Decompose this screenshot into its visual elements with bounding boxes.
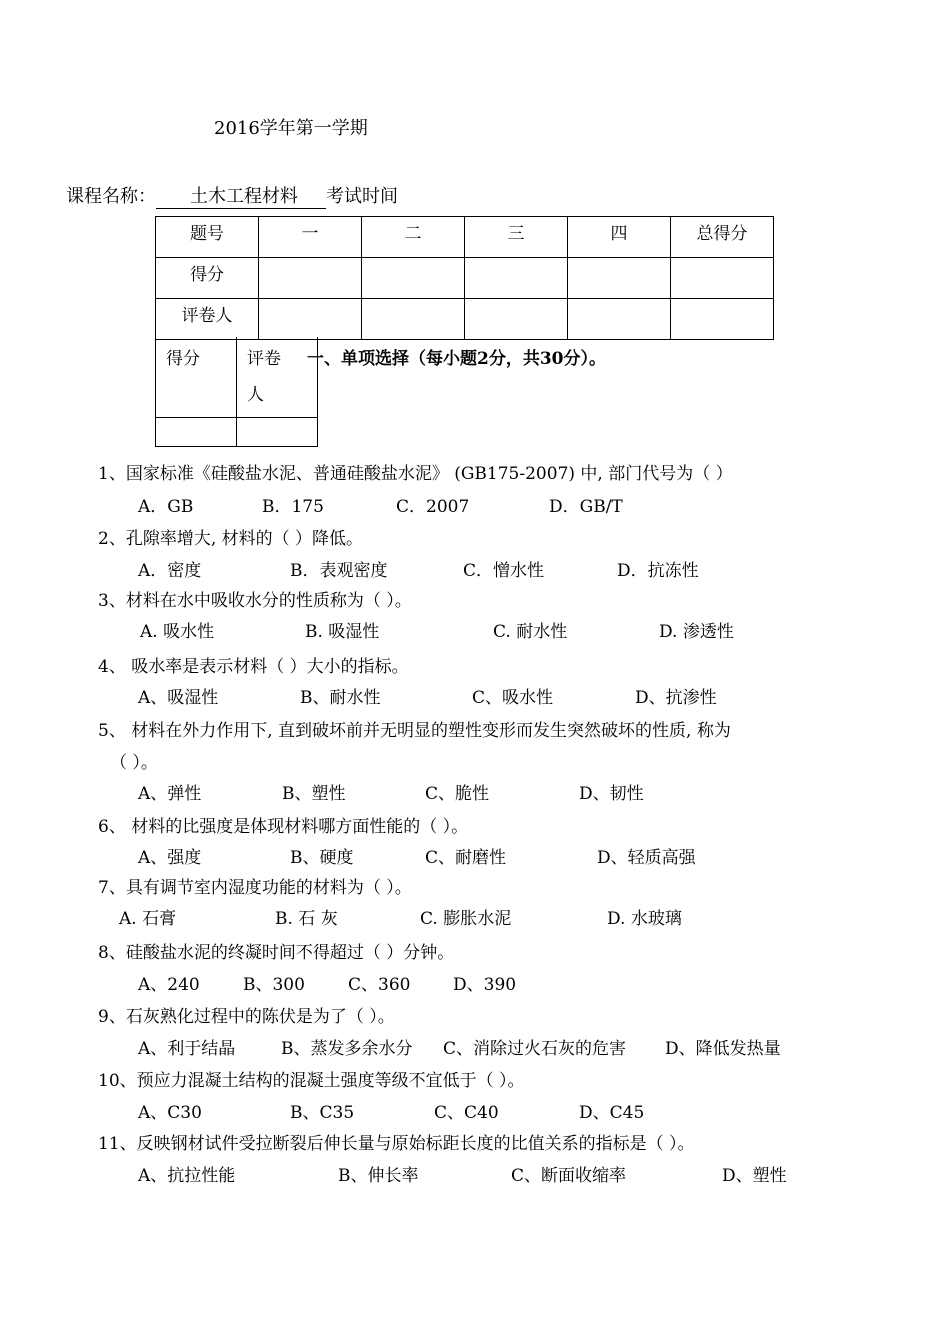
- question-3: 3、材料在水中吸收水分的性质称为（ ）。: [98, 591, 412, 611]
- section-grader-box: [155, 337, 318, 447]
- option[interactable]: C．憎水性: [463, 561, 545, 581]
- option[interactable]: B、伸长率: [338, 1166, 419, 1186]
- question-6: 6、 材料的比强度是体现材料哪方面性能的（ ）。: [98, 817, 469, 837]
- exam-time-label: 考试时间: [326, 186, 398, 207]
- option[interactable]: A、利于结晶: [138, 1039, 236, 1059]
- option[interactable]: C、消除过火石灰的危害: [443, 1039, 627, 1059]
- option[interactable]: B. 石 灰: [275, 909, 338, 929]
- grader-cell[interactable]: [568, 299, 671, 340]
- score-cell[interactable]: [568, 258, 671, 299]
- score-table: [155, 216, 774, 340]
- option[interactable]: D、降低发热量: [665, 1039, 781, 1059]
- option[interactable]: A、抗拉性能: [138, 1166, 236, 1186]
- option[interactable]: C、脆性: [425, 784, 490, 804]
- score-cell[interactable]: [465, 258, 568, 299]
- option[interactable]: A、吸湿性: [138, 688, 219, 708]
- option[interactable]: B、耐水性: [300, 688, 381, 708]
- option[interactable]: D、抗渗性: [635, 688, 717, 708]
- question-11: 11、反映钢材试件受拉断裂后伸长量与原始标距长度的比值关系的指标是（ ）。: [98, 1134, 695, 1154]
- option[interactable]: B．175: [262, 497, 324, 517]
- option[interactable]: B、C35: [290, 1103, 355, 1123]
- option[interactable]: A．GB: [138, 497, 194, 517]
- option[interactable]: C、耐磨性: [425, 848, 507, 868]
- question-5: 5、 材料在外力作用下, 直到破坏前并无明显的塑性变形而发生突然破坏的性质, 称为: [98, 721, 731, 741]
- option[interactable]: C、C40: [434, 1103, 499, 1123]
- section-score-cell[interactable]: [156, 418, 237, 447]
- option[interactable]: D．抗冻性: [617, 561, 699, 581]
- header-cell: 题号: [156, 217, 259, 258]
- term-title: 2016学年第一学期: [214, 118, 368, 139]
- grader-row: [156, 299, 774, 340]
- header-cell: 四: [568, 217, 671, 258]
- course-label: 课程名称：: [66, 186, 156, 207]
- row-label: 得分: [156, 258, 259, 299]
- option[interactable]: A、C30: [138, 1103, 202, 1123]
- grader-label-line2: 人: [247, 385, 264, 405]
- section-grader-label: [237, 337, 318, 418]
- option[interactable]: C、吸水性: [472, 688, 554, 708]
- option[interactable]: C、断面收缩率: [511, 1166, 627, 1186]
- option[interactable]: B．表观密度: [290, 561, 388, 581]
- section-grader-cell[interactable]: [237, 418, 318, 447]
- option[interactable]: D．GB/T: [549, 497, 623, 517]
- option[interactable]: A. 吸水性: [140, 622, 215, 642]
- option[interactable]: D、韧性: [579, 784, 644, 804]
- option[interactable]: D、390: [453, 975, 517, 995]
- grader-cell[interactable]: [362, 299, 465, 340]
- option[interactable]: A、强度: [138, 848, 202, 868]
- section-title: 一、单项选择（每小题2分，共30分）。: [307, 349, 606, 369]
- option[interactable]: A. 石膏: [119, 909, 177, 929]
- option[interactable]: C．2007: [396, 497, 470, 517]
- option[interactable]: C. 膨胀水泥: [420, 909, 512, 929]
- option[interactable]: D. 渗透性: [659, 622, 734, 642]
- option[interactable]: C. 耐水性: [493, 622, 568, 642]
- score-cell[interactable]: [259, 258, 362, 299]
- question-9: 9、石灰熟化过程中的陈伏是为了（ ）。: [98, 1007, 395, 1027]
- option[interactable]: B、300: [243, 975, 305, 995]
- option[interactable]: A．密度: [138, 561, 202, 581]
- grader-cell[interactable]: [465, 299, 568, 340]
- header-cell: 三: [465, 217, 568, 258]
- grader-label-line1: 评卷: [247, 349, 281, 369]
- question-10: 10、预应力混凝土结构的混凝土强度等级不宜低于（ ）。: [98, 1071, 525, 1091]
- question-5-cont: （ ）。: [110, 753, 158, 773]
- header-cell: 一: [259, 217, 362, 258]
- option[interactable]: B、塑性: [282, 784, 346, 804]
- course-name: 土木工程材料: [156, 182, 326, 209]
- option[interactable]: C、360: [348, 975, 411, 995]
- question-7: 7、具有调节室内湿度功能的材料为（ ）。: [98, 878, 412, 898]
- question-4: 4、 吸水率是表示材料（ ）大小的指标。: [98, 657, 409, 677]
- section-score-label: 得分: [156, 337, 237, 418]
- header-cell: 总得分: [671, 217, 774, 258]
- option[interactable]: B、蒸发多余水分: [281, 1039, 413, 1059]
- option[interactable]: B、硬度: [290, 848, 354, 868]
- score-row: [156, 258, 774, 299]
- option[interactable]: A、240: [138, 975, 200, 995]
- option[interactable]: D. 水玻璃: [607, 909, 682, 929]
- option[interactable]: D、轻质高强: [597, 848, 696, 868]
- score-cell[interactable]: [671, 258, 774, 299]
- row-label: 评卷人: [156, 299, 259, 340]
- course-line: [66, 182, 398, 209]
- option[interactable]: A、弹性: [138, 784, 202, 804]
- option[interactable]: D、塑性: [722, 1166, 787, 1186]
- question-8: 8、硅酸盐水泥的终凝时间不得超过（ ）分钟。: [98, 943, 455, 963]
- question-1: 1、国家标准《硅酸盐水泥、普通硅酸盐水泥》 (GB175-2007) 中, 部门代号为（ ）: [98, 464, 733, 484]
- header-cell: 二: [362, 217, 465, 258]
- grader-cell[interactable]: [259, 299, 362, 340]
- option[interactable]: B. 吸湿性: [305, 622, 380, 642]
- question-2: 2、孔隙率增大, 材料的（ ）降低。: [98, 529, 364, 549]
- score-table-header-row: [156, 217, 774, 258]
- option[interactable]: D、C45: [579, 1103, 645, 1123]
- grader-cell[interactable]: [671, 299, 774, 340]
- score-cell[interactable]: [362, 258, 465, 299]
